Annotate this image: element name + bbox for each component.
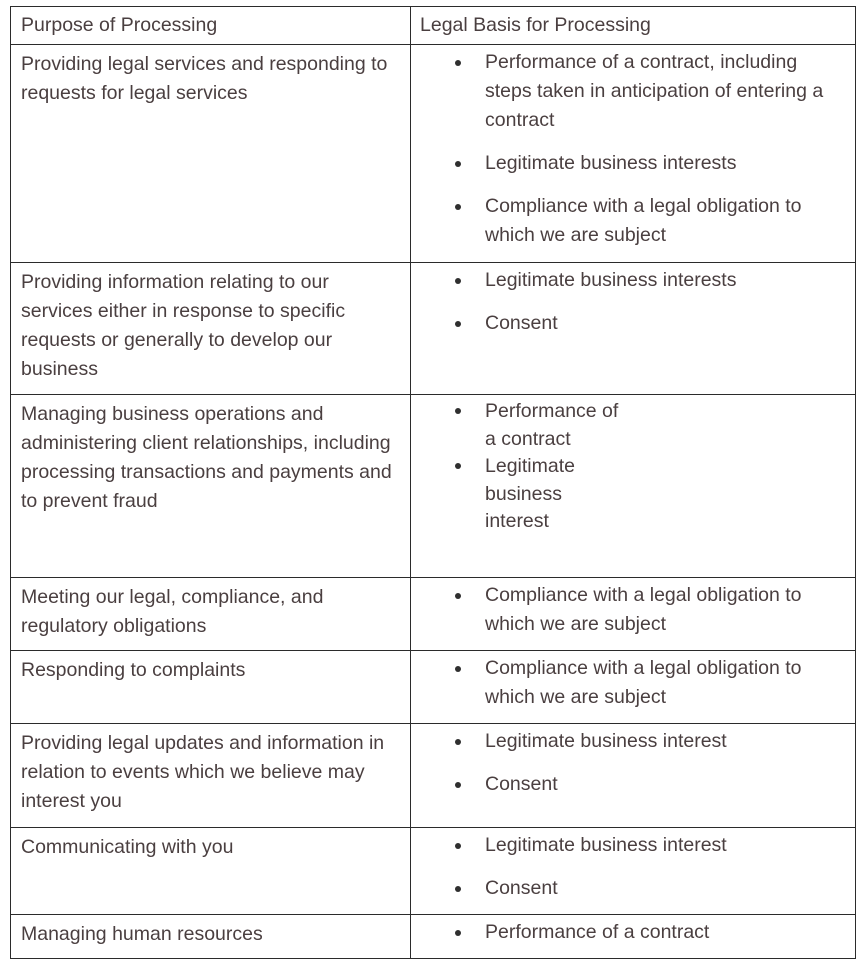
legal-basis-list bbox=[455, 398, 845, 536]
legal-basis-item: Legitimate business interest bbox=[455, 727, 845, 756]
table-row bbox=[11, 577, 855, 650]
legal-basis-list bbox=[455, 727, 845, 799]
purpose-cell: Communicating with you bbox=[11, 828, 411, 914]
purpose-cell: Managing human resources bbox=[11, 915, 411, 958]
table-header-row bbox=[11, 7, 855, 44]
legal-basis-cell bbox=[411, 45, 855, 262]
table-row bbox=[11, 723, 855, 827]
legal-basis-list bbox=[455, 654, 845, 712]
legal-basis-cell bbox=[411, 828, 855, 914]
legal-basis-cell bbox=[411, 578, 855, 650]
legal-basis-item: Compliance with a legal obligation to which we are subject bbox=[455, 192, 845, 250]
table-row bbox=[11, 262, 855, 394]
table-row bbox=[11, 827, 855, 914]
legal-basis-cell bbox=[411, 724, 855, 827]
legal-basis-list bbox=[455, 581, 845, 639]
purpose-cell: Providing information relating to our services either in response to specific requests or generally to develop our business bbox=[11, 263, 411, 394]
legal-basis-item: Performance of a contract bbox=[455, 918, 845, 947]
header-legal-basis: Legal Basis for Processing bbox=[420, 14, 651, 36]
legal-basis-item: Consent bbox=[455, 309, 845, 338]
legal-basis-item: Consent bbox=[455, 874, 845, 903]
table-row bbox=[11, 914, 855, 958]
legal-basis-cell bbox=[411, 651, 855, 723]
legal-basis-item: Performance of a contract, including steps taken in anticipation of entering a contract bbox=[455, 48, 845, 135]
legal-basis-list bbox=[455, 831, 845, 903]
legal-basis-item: Compliance with a legal obligation to which we are subject bbox=[455, 581, 845, 639]
table-row bbox=[11, 44, 855, 262]
purpose-cell: Providing legal updates and information in relation to events which we believe may interest you bbox=[11, 724, 411, 827]
legal-basis-item: Consent bbox=[455, 770, 845, 799]
legal-basis-list bbox=[455, 918, 845, 947]
legal-basis-item: Compliance with a legal obligation to which we are subject bbox=[455, 654, 845, 712]
table-row bbox=[11, 650, 855, 723]
legal-basis-item: Performance of a contract bbox=[455, 398, 625, 453]
legal-basis-cell bbox=[411, 915, 855, 958]
processing-table bbox=[10, 6, 856, 959]
legal-basis-cell bbox=[411, 263, 855, 394]
legal-basis-item: Legitimate business interests bbox=[455, 149, 845, 178]
legal-basis-item: Legitimate business interests bbox=[455, 266, 845, 295]
legal-basis-list bbox=[455, 48, 845, 250]
table-row bbox=[11, 394, 855, 577]
header-purpose: Purpose of Processing bbox=[11, 7, 411, 44]
legal-basis-item: Legitimate business interest bbox=[455, 453, 585, 536]
legal-basis-cell bbox=[411, 395, 855, 577]
purpose-cell: Responding to complaints bbox=[11, 651, 411, 723]
legal-basis-list bbox=[455, 266, 845, 338]
purpose-cell: Providing legal services and responding to requests for legal services bbox=[11, 45, 411, 262]
purpose-cell: Meeting our legal, compliance, and regulatory obligations bbox=[11, 578, 411, 650]
purpose-cell: Managing business operations and administering client relationships, including processing transactions and payments and to prevent fraud bbox=[11, 395, 411, 577]
legal-basis-item: Legitimate business interest bbox=[455, 831, 845, 860]
